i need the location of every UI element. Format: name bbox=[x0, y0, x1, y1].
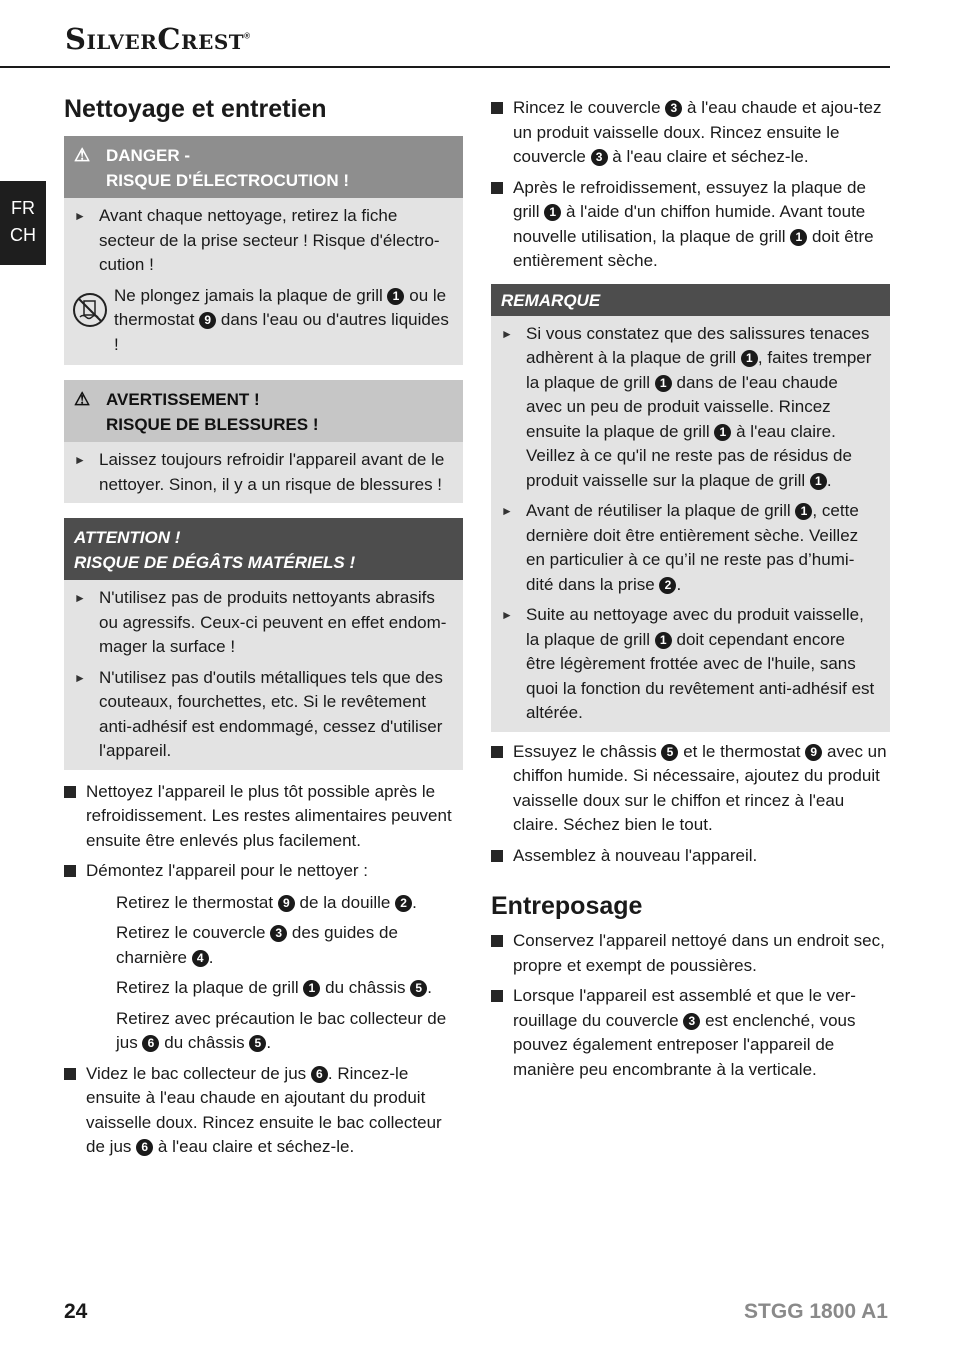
substep-item: Retirez la plaque de grill 1 du châssis 5 . bbox=[116, 978, 432, 997]
remarque-item-text: Si vous constatez que des salissures tenaces adhèrent à la plaque de grill 1 , faites tremper la plaque de grill 1 dans de l'eau chaude avec un peu de produit vaisselle. Rincez ensuite la plaque de grill 1 à l'eau claire. Veillez à ce qu'il ne reste pas de résidus de produit vaisselle sur la plaque de grill 1 . bbox=[526, 323, 872, 490]
attention-header bbox=[64, 518, 463, 580]
reference-number-3: 3 bbox=[591, 149, 608, 166]
step-item bbox=[64, 780, 463, 854]
reference-number-6: 6 bbox=[136, 1139, 153, 1156]
arrow-bullet-icon: ► bbox=[501, 504, 513, 518]
reference-number-6: 6 bbox=[142, 1035, 159, 1052]
step-item bbox=[491, 844, 890, 870]
storage-item bbox=[491, 984, 890, 1082]
step-text: Démontez l'appareil pour le nettoyer : bbox=[86, 861, 369, 880]
reference-number-1: 1 bbox=[795, 503, 812, 520]
reference-number-3: 3 bbox=[683, 1013, 700, 1030]
warning-item-text: Laissez toujours refroidir l'appareil avant de le nettoyer. Sinon, il y a un risque de blessures ! bbox=[99, 450, 445, 494]
arrow-bullet-icon: ► bbox=[74, 453, 86, 467]
language-tab bbox=[0, 181, 46, 265]
square-bullet-icon bbox=[491, 96, 513, 170]
danger-subtitle: RISQUE D'ÉLECTROCUTION ! bbox=[106, 171, 349, 190]
reference-number-3: 3 bbox=[270, 925, 287, 942]
left-column bbox=[64, 92, 463, 1160]
square-bullet-icon bbox=[491, 844, 513, 870]
reference-number-1: 1 bbox=[741, 350, 758, 367]
danger-item-text: Ne plongez jamais la plaque de grill 1 ou le thermostat 9 dans l'eau ou d'autres liquides ! bbox=[114, 285, 449, 354]
reference-number-5: 5 bbox=[249, 1035, 266, 1052]
step-text: Assemblez à nouveau l'appareil. bbox=[513, 845, 758, 865]
remarque-box bbox=[491, 284, 890, 732]
square-bullet-icon bbox=[64, 780, 86, 854]
remarque-header: REMARQUE bbox=[491, 284, 890, 316]
reference-number-3: 3 bbox=[665, 100, 682, 117]
storage-item bbox=[491, 929, 890, 978]
reference-number-5: 5 bbox=[410, 980, 427, 997]
header-rule bbox=[0, 66, 890, 68]
reference-number-1: 1 bbox=[387, 288, 404, 305]
page-number: 24 bbox=[64, 1300, 88, 1323]
square-bullet-icon bbox=[491, 984, 513, 1082]
danger-item-immersion bbox=[64, 278, 463, 360]
square-bullet-icon bbox=[491, 176, 513, 274]
square-bullet-icon bbox=[491, 929, 513, 978]
warning-title: AVERTISSEMENT ! bbox=[106, 390, 260, 409]
arrow-bullet-icon: ► bbox=[74, 209, 86, 223]
warning-item bbox=[64, 442, 463, 497]
danger-header bbox=[64, 136, 463, 198]
attention-item-text: N'utilisez pas de produits nettoyants abrasifs ou agressifs. Ceux-ci peuvent en effet endom-mager la surface ! bbox=[99, 588, 447, 656]
remarque-item-text: Avant de réutiliser la plaque de grill 1 , cette dernière doit être entièrement sèche. Veillez en particulier à ce qu’il ne reste pas d’humi-dité dans la prise 2 . bbox=[526, 501, 859, 594]
attention-subtitle: RISQUE DE DÉGÂTS MATÉRIELS ! bbox=[74, 553, 356, 572]
warning-subtitle: RISQUE DE BLESSURES ! bbox=[106, 415, 319, 434]
remarque-item bbox=[491, 597, 890, 726]
reference-number-1: 1 bbox=[655, 375, 672, 392]
no-immersion-icon bbox=[72, 284, 114, 358]
reference-number-4: 4 bbox=[192, 950, 209, 967]
reference-number-1: 1 bbox=[790, 229, 807, 246]
substep-item: Retirez le thermostat 9 de la douille 2 . bbox=[116, 892, 417, 912]
reference-number-1: 1 bbox=[303, 980, 320, 997]
arrow-bullet-icon: ► bbox=[501, 608, 513, 622]
step-item bbox=[64, 859, 463, 885]
warning-box bbox=[64, 380, 463, 503]
reference-number-5: 5 bbox=[661, 744, 678, 761]
attention-title: ATTENTION ! bbox=[74, 528, 181, 547]
section-title-cleaning: Nettoyage et entretien bbox=[64, 95, 327, 123]
lang-ch: CH bbox=[10, 225, 36, 245]
reference-number-9: 9 bbox=[805, 744, 822, 761]
arrow-bullet-icon: ► bbox=[74, 670, 86, 685]
square-bullet-icon bbox=[64, 859, 86, 885]
substep-item: Retirez avec précaution le bac collecteur de jus 6 du châssis 5 . bbox=[116, 1008, 447, 1052]
model-number: STGG 1800 A1 bbox=[744, 1300, 888, 1323]
danger-title: DANGER - bbox=[106, 146, 191, 165]
danger-item-text: Avant chaque nettoyage, retirez la fiche secteur de la prise secteur ! Risque d'électro-cution ! bbox=[99, 206, 440, 274]
reference-number-1: 1 bbox=[655, 632, 672, 649]
step-item bbox=[491, 740, 890, 838]
remarque-item-text: Suite au nettoyage avec du produit vaisselle, la plaque de grill 1 doit cependant encore être légèrement frottée avec de l'huile, sans quoi la fonction du revêtement anti-adhésif est altérée. bbox=[526, 605, 875, 722]
step-text: Essuyez le châssis 5 et le thermostat 9 avec un chiffon humide. Si nécessaire, ajoutez du produit vaisselle doux sur le chiffon et rincez à l'eau claire. Séchez bien le tout. bbox=[513, 741, 887, 834]
reference-number-2: 2 bbox=[395, 895, 412, 912]
step-text: Nettoyez l'appareil le plus tôt possible après le refroidissement. Les restes alimentaires peuvent ensuite être enlevés plus facilement. bbox=[86, 781, 452, 850]
danger-item bbox=[64, 198, 463, 278]
remarque-item bbox=[491, 316, 890, 494]
section-title-storage: Entreposage bbox=[491, 892, 643, 920]
attention-item bbox=[64, 660, 463, 764]
reference-number-6: 6 bbox=[311, 1066, 328, 1083]
substep-item: Retirez le couvercle 3 des guides de charnière 4 . bbox=[116, 923, 398, 967]
step-text: Rincez le couvercle 3 à l'eau chaude et ajou-tez un produit vaisselle doux. Rincez ensuite le couvercle 3 à l'eau claire et séchez-le. bbox=[513, 98, 882, 166]
danger-box bbox=[64, 136, 463, 365]
warning-header bbox=[64, 380, 463, 442]
attention-box bbox=[64, 518, 463, 770]
brand-logo: SilverCrest® bbox=[65, 22, 251, 56]
reference-number-9: 9 bbox=[278, 895, 295, 912]
square-bullet-icon bbox=[491, 740, 513, 838]
remarque-item bbox=[491, 493, 890, 597]
step-item bbox=[491, 176, 890, 274]
storage-text: Conservez l'appareil nettoyé dans un endroit sec, propre et exempt de poussières. bbox=[513, 931, 885, 975]
square-bullet-icon bbox=[64, 1062, 86, 1160]
step-item bbox=[491, 96, 890, 170]
warning-triangle-icon: ⚠ bbox=[74, 145, 91, 165]
lang-fr: FR bbox=[11, 198, 35, 218]
reference-number-2: 2 bbox=[659, 577, 676, 594]
reference-number-1: 1 bbox=[714, 424, 731, 441]
attention-item-text: N'utilisez pas d'outils métalliques tels que des couteaux, fourchettes, etc. Si le revêtement anti-adhésif est endommagé, cessez d'utiliser l'appareil. bbox=[99, 667, 443, 760]
reference-number-9: 9 bbox=[199, 312, 216, 329]
step-item bbox=[64, 1062, 463, 1160]
warning-triangle-icon: ⚠ bbox=[74, 389, 91, 409]
arrow-bullet-icon: ► bbox=[501, 326, 513, 341]
reference-number-1: 1 bbox=[810, 473, 827, 490]
storage-text: Lorsque l'appareil est assemblé et que le ver-rouillage du couvercle 3 est enclenché, vous pouvez également entreposer l'appareil de manière peu encombrante à la verticale. bbox=[513, 986, 856, 1079]
reference-number-1: 1 bbox=[544, 204, 561, 221]
arrow-bullet-icon: ► bbox=[74, 591, 86, 605]
attention-item bbox=[64, 580, 463, 660]
right-column bbox=[491, 92, 890, 1082]
step-text: Videz le bac collecteur de jus 6 . Rincez-le ensuite à l'eau chaude en ajoutant du produit vaisselle doux. Rincez ensuite le bac collecteur de jus 6 à l'eau claire et séchez-le. bbox=[86, 1063, 442, 1156]
step-text: Après le refroidissement, essuyez la plaque de grill 1 à l'aide d'un chiffon humide. Avant toute nouvelle utilisation, la plaque de grill 1 doit être entièrement sèche. bbox=[513, 177, 874, 270]
